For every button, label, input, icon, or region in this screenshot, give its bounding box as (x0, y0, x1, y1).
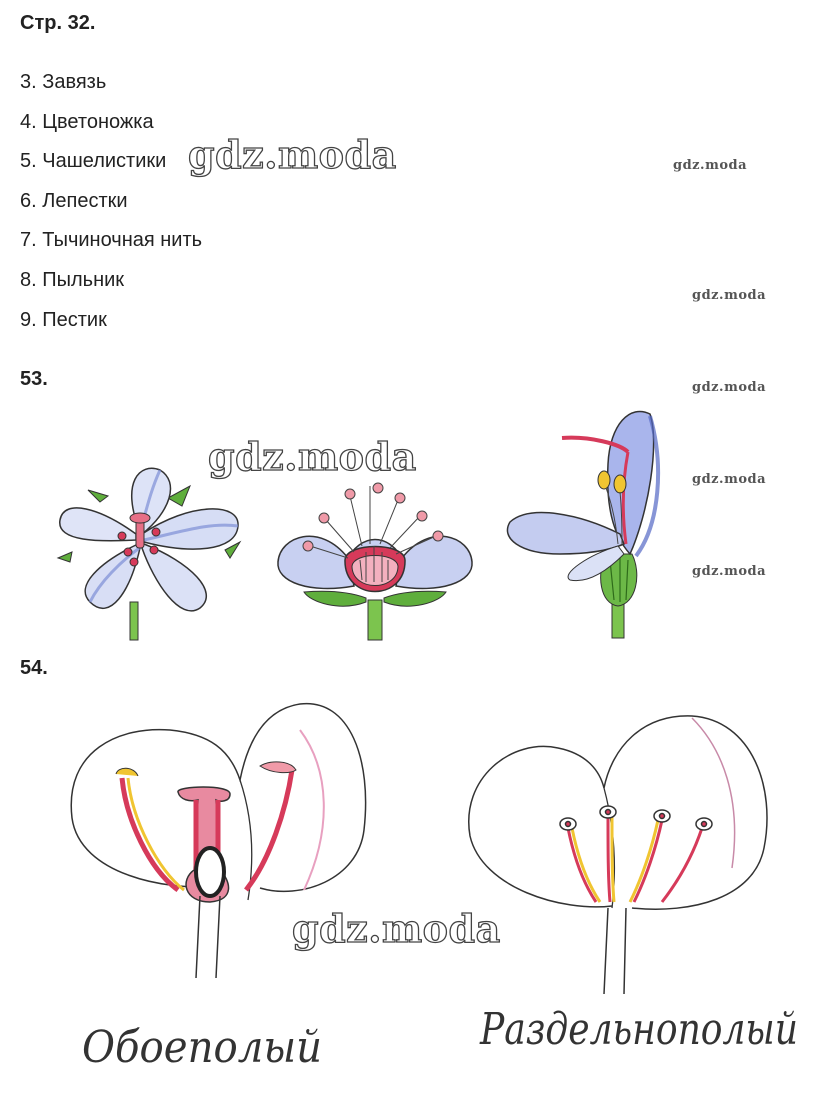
answer-item: 6. Лепестки (20, 189, 128, 212)
watermark: gdz.moda (673, 158, 748, 173)
label-left-svg (80, 1000, 340, 1090)
flower-section-drawing (270, 482, 480, 642)
task-53-number: 53. (20, 368, 48, 390)
watermark: gdz.moda (292, 906, 501, 951)
flower-side-view-drawing (500, 404, 690, 639)
page-heading: Стр. 32. (20, 12, 96, 34)
watermark: gdz.moda (692, 472, 767, 487)
answer-item: 5. Чашелистики (20, 150, 167, 173)
answer-item: 4. Цветоножка (20, 110, 154, 133)
handwritten-label-bisexual: Обоеполый (82, 1022, 322, 1073)
unisexual-flower-drawing (462, 708, 782, 1008)
answer-item: 9. Пестик (20, 308, 107, 331)
watermark: gdz.moda (692, 288, 767, 303)
bisexual-flower-drawing (60, 690, 380, 990)
answer-item: 7. Тычиночная нить (20, 229, 203, 252)
flower-top-view-drawing (50, 462, 250, 642)
watermark: gdz.moda (208, 434, 417, 479)
handwritten-label-unisexual: Раздельнополый (479, 1004, 798, 1055)
watermark: gdz.moda (692, 564, 767, 579)
watermark: gdz.moda (188, 132, 397, 177)
task-54-number: 54. (20, 657, 48, 679)
answer-item: 8. Пыльник (20, 268, 125, 291)
answer-item: 3. Завязь (20, 71, 107, 93)
label-right-svg (478, 982, 808, 1072)
answer-list (20, 68, 202, 345)
watermark: gdz.moda (692, 380, 767, 395)
